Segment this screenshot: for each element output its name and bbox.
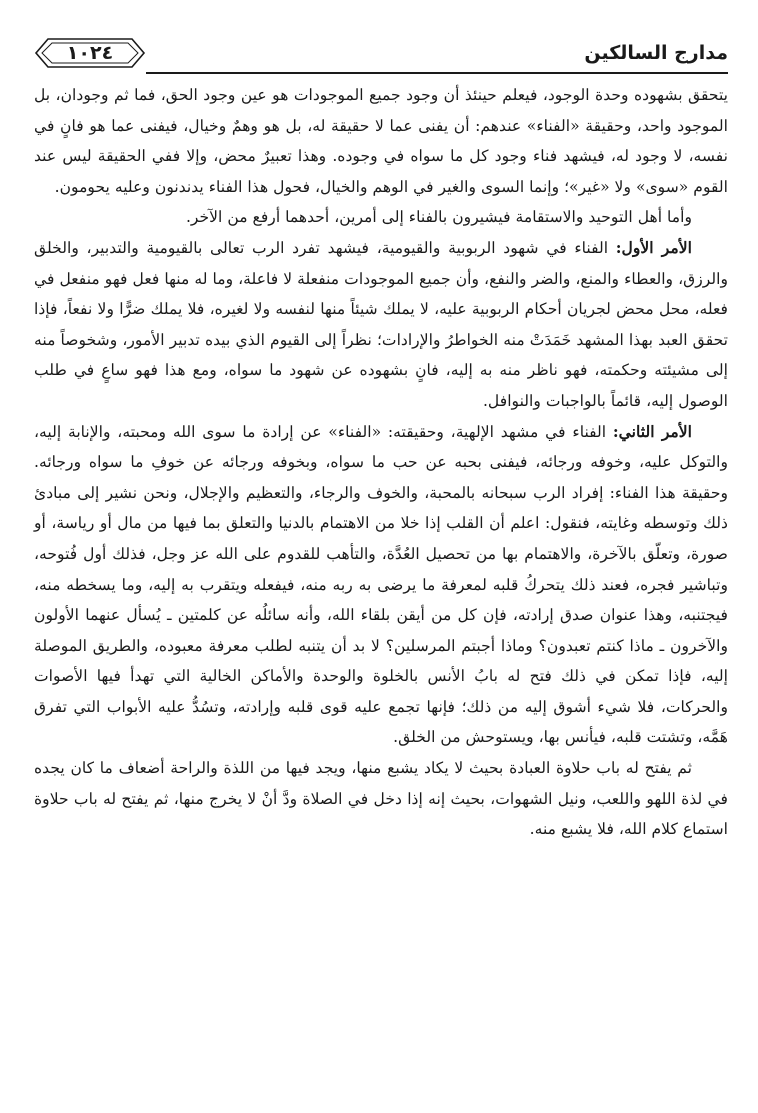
page-number-badge — [34, 36, 146, 70]
section-term: الأمر الثاني: — [612, 421, 692, 441]
paragraph-text: الفناء في شهود الربوبية والقيومية، فيشهد تفرد الرب تعالى بالقيومية والتدبير، والخلق والرزق، والعطاء والمنع، والضر والنفع، وأن جميع الموجودات منفعلة لا فاعلة، وما له منها فعل فهو منفعل في فعله، محل محض لجريان أحكام الربوبية عليه، لا يملك شيئاً منها لنفسه ولا لغيره، فلا يملك ضرًّا ولا نفعاً، فإذا تحقق العبد بهذا المشهد خَمَدَتْ منه الخواطرُ والإرادات؛ نظراً إلى القيوم الذي بيده تدبير الأمور، وشخوصاً منه إلى مشيئته وحكمته، فهو ناظر منه به إليه، فانٍ بشهوده عن شهود ما سواه، ومع هذا فهو ساعٍ في طلب الوصول إليه، قائماً بالواجبات والنوافل. — [34, 238, 728, 410]
paragraph-text: الفناء في مشهد الإلهية، وحقيقته: «الفناء» عن إرادة ما سوى الله ومحبته، والإنابة إليه، والتوكل عليه، وخوفه ورجائه، فيفنى بحبه عن حب ما سواه، وبخوفه ورجائه عن خوفِ ما سواه ورجائه. وحقيقة هذا الفناء: إفراد الرب سبحانه بالمحبة، والخوف والرجاء، والتعظيم والإجلال، ونحن نشير إلى مبادئ ذلك وتوسطه وغايته، فنقول: اعلم أن القلب إذا خلا من الاهتمام بالدنيا والتعلق بما فيها من مال أو رياسة، أو صورة، وتعلّق بالآخرة، والاهتمام بها من تحصيل العُدَّة، والتأهب للقدوم على الله عز وجل، فذلك أول فُتوحه، وتباشير فجره، فعند ذلك يتحركُ قلبه لمعرفة ما يرضى به ربه منه، فيفعله ويتقرب به إليه، وما يسخطه منه، فيجتنبه، وهذا عنوان صدق إرادته، فإن كل من أيقن بلقاء الله، وأنه سائلُه عن كلمتين ـ يُسأل عنهما الأولون والآخرون ـ ماذا كنتم تعبدون؟ وماذا أجبتم المرسلين؟ لا بد أن يتنبه لطلب معرفة معبوده، والطريق الموصلة إليه، فإذا تمكن في ذلك فتح له بابُ الأنس بالخلوة والوحدة والأماكن الخالية التي تهدأ فيها الأصوات والحركات، فلا شيء أشوق إليه من ذلك؛ فإنها تجمع عليه قوى قلبه وإرادته، وتسُدُّ عليه الأبواب التي تفرق هَمَّه، وتشتت قلبه، فيأنس بها، ويستوحش من الخلق. — [34, 422, 728, 747]
paragraph-2 — [34, 202, 728, 233]
paragraph-first-matter — [34, 233, 728, 417]
paragraph-1 — [34, 80, 728, 202]
section-term: الأمر الأول: — [615, 237, 692, 257]
paragraph-5 — [34, 753, 728, 845]
paragraph-text: ثم يفتح له باب حلاوة العبادة بحيث لا يكاد يشبع منها، ويجد فيها من اللذة والراحة أضعاف ما كان يجده في لذة اللهو واللعب، ونيل الشهوات، بحيث إنه إذا دخل في الصلاة ودَّ أنْ لا يخرج منها، ثم يفتح له باب حلاوة استماع كلام الله، فلا يشبع منه. — [34, 759, 728, 839]
header-rule — [146, 72, 728, 74]
paragraph-second-matter — [34, 417, 728, 754]
paragraph-text: يتحقق بشهوده وحدة الوجود، فيعلم حينئذ أن وجود جميع الموجودات هو عين وجود الحق، فما ثم وجودان، بل الموجود واحد، وحقيقة «الفناء» عندهم: أن يفنى عما لا حقيقة له، بل هو وهمٌ وخيال، فيفنى عما هو فانٍ في نفسه، لا وجود له، فيشهد فناء وجود كل ما سواه في وجوده. وهذا تعبيرٌ محض، وإلا ففي الحقيقة ليس عند القوم «سوى» ولا «غير»؛ وإنما السوى والغير في الوهم والخيال، فحول هذا الفناء يدندنون وعليه يحومون. — [34, 86, 728, 196]
paragraph-text: وأما أهل التوحيد والاستقامة فيشيرون بالفناء إلى أمرين، أحدهما أرفع من الآخر. — [185, 208, 692, 227]
page-number: ١٠٢٤ — [66, 42, 114, 64]
book-title: مدارج السالكين — [584, 42, 728, 64]
page-body — [34, 80, 728, 845]
page-header — [34, 30, 728, 80]
